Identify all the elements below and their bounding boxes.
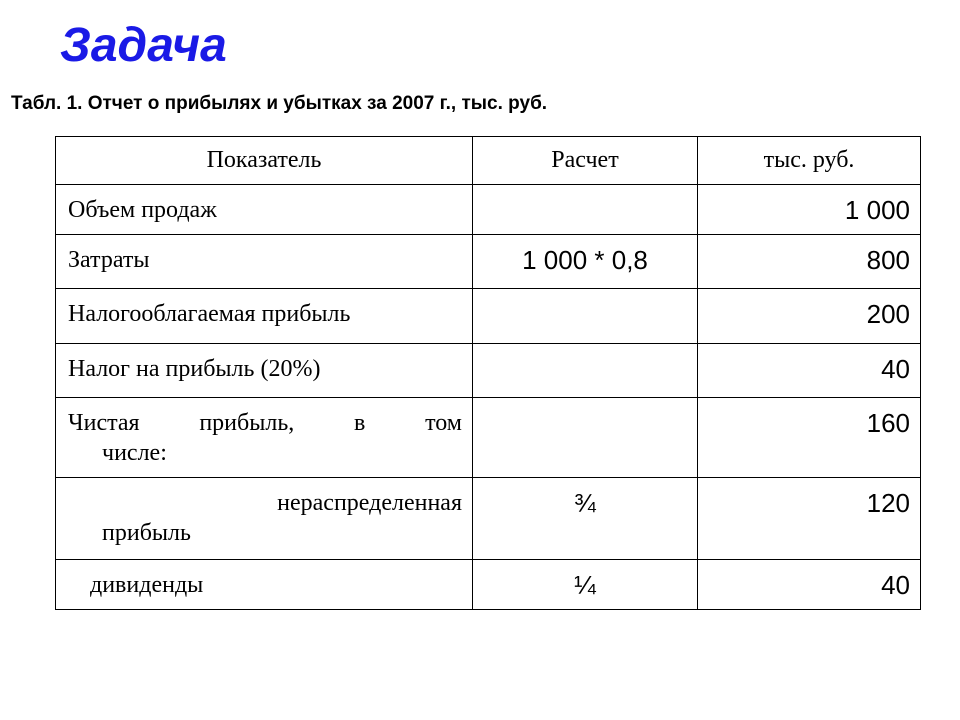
header-thousand-rub: тыс. руб. <box>698 137 921 185</box>
header-calculation: Расчет <box>473 137 698 185</box>
row-label-line1: нераспределенная <box>277 490 462 516</box>
row-calc <box>473 398 698 478</box>
page-title: Задача <box>60 19 227 72</box>
row-label-line2: прибыль <box>102 520 191 546</box>
table-row <box>56 185 921 235</box>
table-row <box>56 398 921 478</box>
row-label: Затраты <box>56 235 473 289</box>
row-calc <box>473 289 698 344</box>
row-value: 200 <box>698 289 921 344</box>
table-row <box>56 344 921 398</box>
table-row <box>56 560 921 610</box>
row-label <box>56 398 473 478</box>
row-value: 800 <box>698 235 921 289</box>
row-label-text: дивиденды <box>90 572 204 598</box>
row-value: 1 000 <box>698 185 921 235</box>
row-value: 40 <box>698 560 921 610</box>
table-row <box>56 289 921 344</box>
table-caption: Табл. 1. Отчет о прибылях и убытках за 2007 г., тыс. руб. <box>11 93 548 114</box>
row-label: Налогооблагаемая прибыль <box>56 289 473 344</box>
row-value: 160 <box>698 398 921 478</box>
header-indicator: Показатель <box>56 137 473 185</box>
row-label <box>56 560 473 610</box>
row-label: Объем продаж <box>56 185 473 235</box>
row-label-line1: Чистая прибыль, в том <box>68 410 462 436</box>
row-calc <box>473 185 698 235</box>
table-row <box>56 478 921 560</box>
row-label-line2: числе: <box>102 440 167 466</box>
row-calc <box>473 344 698 398</box>
table-row <box>56 235 921 289</box>
profit-loss-table <box>55 136 921 610</box>
row-calc: 1 000 * 0,8 <box>473 235 698 289</box>
table-header-row <box>56 137 921 185</box>
row-label: Налог на прибыль (20%) <box>56 344 473 398</box>
row-label <box>56 478 473 560</box>
row-value: 120 <box>698 478 921 560</box>
row-calc: ¼ <box>473 560 698 610</box>
row-value: 40 <box>698 344 921 398</box>
row-calc: ¾ <box>473 478 698 560</box>
